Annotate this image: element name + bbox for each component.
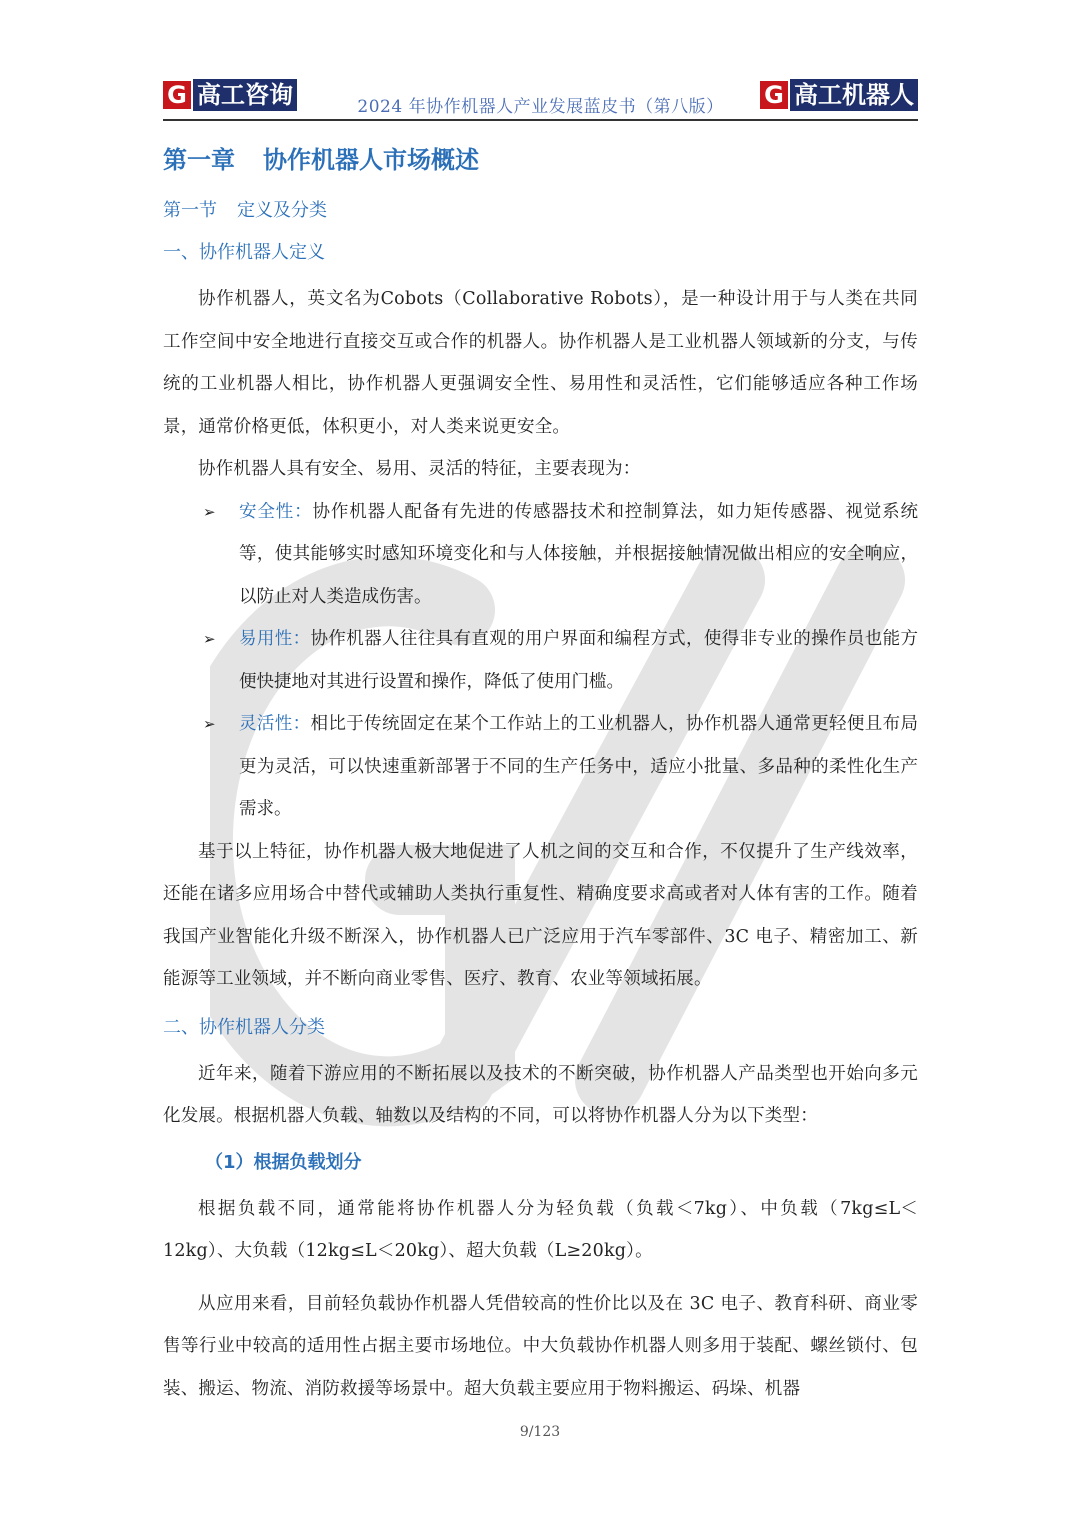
bullet-lead: 易用性： [239, 629, 311, 649]
logo-text: 高工咨询 [193, 79, 297, 111]
page-content [163, 138, 918, 1410]
subsection-heading-classification: 二、协作机器人分类 [163, 1016, 325, 1038]
header-divider [163, 119, 918, 121]
list-item [163, 491, 918, 619]
list-item [163, 703, 918, 831]
arrow-bullet-icon: ➢ [203, 630, 216, 648]
section-label: 第一节 [163, 200, 217, 221]
paragraph: 近年来，随着下游应用的不断拓展以及技术的不断突破，协作机器人产品类型也开始向多元化发展。根据机器人负载、轴数以及结构的不同，可以将协作机器人分为以下类型： [163, 1063, 918, 1126]
paragraph: 根据负载不同，通常能将协作机器人分为轻负载（负载＜7kg）、中负载（7kg≤L＜12kg）、大负载（12kg≤L＜20kg）、超大负载（L≥20kg）。 [163, 1198, 918, 1261]
logo-text: 高工机器人 [790, 79, 918, 111]
bullet-lead: 安全性： [239, 501, 313, 522]
paragraph: 从应用来看，目前轻负载协作机器人凭借较高的性价比以及在 3C 电子、教育科研、商业零售等行业中较高的适用性占据主要市场地位。中大负载协作机器人则多用于装配、螺丝锁付、包装、搬运、物流、消防救援等场景中。超大负载主要应用于物料搬运、码垛、机器 [163, 1293, 918, 1399]
chapter-title: 协作机器人市场概述 [263, 146, 479, 174]
paragraph: 基于以上特征，协作机器人极大地促进了人机之间的交互和合作，不仅提升了生产线效率，还能在诸多应用场合中替代或辅助人类执行重复性、精确度要求高或者对人体有害的工作。随着我国产业智能化升级不断深入，协作机器人已广泛应用于汽车零部件、3C 电子、精密加工、新能源等工业领域，并不断向商业零售、医疗、教育、农业等领域拓展。 [163, 841, 918, 989]
list-item [163, 618, 918, 703]
document-title: 2024 年协作机器人产业发展蓝皮书（第八版） [357, 97, 724, 117]
paragraph: 协作机器人具有安全、易用、灵活的特征，主要表现为： [198, 459, 641, 479]
page-header [163, 78, 918, 120]
section-title: 定义及分类 [237, 200, 327, 221]
section-heading [163, 196, 918, 226]
subsection-heading-definition: 一、协作机器人定义 [163, 242, 325, 263]
bullet-text: 协作机器人配备有先进的传感器技术和控制算法，如力矩传感器、视觉系统等，使其能够实时感知环境变化和与人体接触，并根据接触情况做出相应的安全响应，以防止对人类造成伤害。 [239, 501, 918, 607]
logo-g-mark: G [163, 81, 191, 109]
bullet-lead: 灵活性： [239, 714, 311, 734]
paragraph: 协作机器人，英文名为Cobots（Collaborative Robots），是一种设计用于与人类在共同工作空间中安全地进行直接交互或合作的机器人。协作机器人是工业机器人领域新的分支，与传统的工业机器人相比，协作机器人更强调安全性、易用性和灵活性，它们能够适应各种工作场景，通常价格更低，体积更小，对人类来说更安全。 [163, 289, 918, 437]
arrow-bullet-icon: ➢ [203, 502, 216, 521]
chapter-heading [163, 138, 918, 182]
sub-subsection-heading: （1）根据负载划分 [205, 1151, 362, 1173]
logo-g-mark: G [760, 81, 788, 109]
gaogong-robotics-logo [760, 78, 918, 112]
bullet-text: 协作机器人往往具有直观的用户界面和编程方式，使得非专业的操作员也能方便快捷地对其进行设置和操作，降低了使用门槛。 [239, 629, 918, 692]
arrow-bullet-icon: ➢ [203, 715, 216, 733]
feature-list [163, 491, 918, 831]
chapter-label: 第一章 [163, 146, 235, 174]
page-number: 9/123 [519, 1424, 561, 1440]
bullet-text: 相比于传统固定在某个工作站上的工业机器人，协作机器人通常更轻便且布局更为灵活，可以快速重新部署于不同的生产任务中，适应小批量、多品种的柔性化生产需求。 [239, 714, 918, 819]
